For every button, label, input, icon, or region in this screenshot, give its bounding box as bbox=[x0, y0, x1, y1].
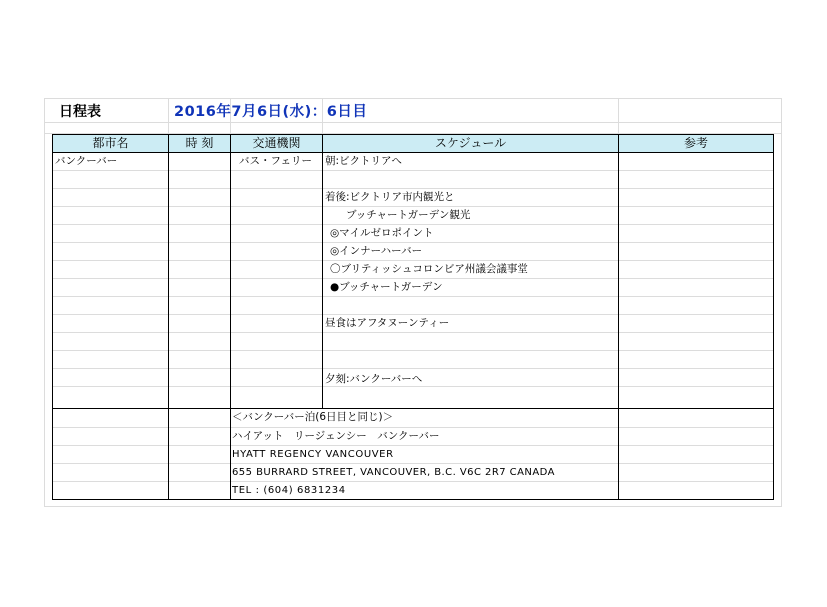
grid-line bbox=[44, 506, 782, 507]
transport-cell: バス・フェリー bbox=[239, 155, 312, 167]
grid-line bbox=[52, 350, 774, 351]
table-border bbox=[52, 499, 774, 500]
grid-line bbox=[44, 98, 45, 507]
grid-line bbox=[618, 98, 619, 134]
page-title: 日程表 bbox=[59, 104, 101, 120]
grid-line bbox=[52, 368, 774, 369]
table-border bbox=[618, 134, 619, 500]
itinerary-date: 2016年7月6日(水)：6日目 bbox=[174, 104, 368, 120]
grid-line bbox=[52, 445, 774, 446]
table-border bbox=[52, 134, 53, 500]
table-border bbox=[773, 134, 774, 500]
table-border bbox=[230, 134, 231, 500]
table-border bbox=[322, 134, 323, 409]
schedule-line: 夕刻:バンクーバーへ bbox=[325, 373, 423, 385]
table-border bbox=[52, 152, 774, 153]
grid-line bbox=[44, 122, 782, 123]
hotel-stay: ＜バンクーバー泊(6日目と同じ)＞ bbox=[232, 411, 394, 423]
hotel-address: 655 BURRARD STREET, VANCOUVER, B.C. V6C 2R7 CANADA bbox=[232, 467, 555, 478]
grid-line bbox=[52, 296, 774, 297]
table-border bbox=[168, 134, 169, 500]
column-header-time: 時 刻 bbox=[185, 136, 214, 150]
grid-line bbox=[781, 98, 782, 507]
column-header-transport: 交通機関 bbox=[252, 136, 301, 150]
hotel-name-jp: ハイアット リージェンシー バンクーバー bbox=[232, 430, 440, 442]
table-border bbox=[52, 408, 774, 409]
schedule-line: ◎マイルゼロポイント bbox=[330, 227, 434, 239]
hotel-tel: TEL : (604) 6831234 bbox=[232, 485, 346, 496]
grid-line bbox=[52, 481, 774, 482]
column-header-schedule: スケジュール bbox=[434, 136, 507, 150]
hotel-name-en: HYATT REGENCY VANCOUVER bbox=[232, 449, 394, 460]
grid-line bbox=[44, 98, 782, 99]
column-header-notes: 参考 bbox=[683, 136, 708, 150]
schedule-line: 朝:ビクトリアへ bbox=[325, 155, 402, 167]
schedule-line: 〇ブリティッシュコロンビア州議会議事堂 bbox=[330, 263, 528, 275]
schedule-line: 着後:ビクトリア市内観光と bbox=[325, 191, 455, 203]
grid-line bbox=[168, 98, 169, 134]
city-cell: バンクーバー bbox=[55, 155, 118, 167]
column-header-city: 都市名 bbox=[92, 136, 129, 150]
schedule-line: ◎インナーハーバー bbox=[330, 245, 423, 257]
schedule-line: 昼食はアフタヌーンティー bbox=[325, 317, 450, 329]
grid-line bbox=[52, 332, 774, 333]
grid-line bbox=[52, 170, 774, 171]
schedule-line: ブッチャートガーデン観光 bbox=[325, 209, 471, 221]
schedule-line: ●ブッチャートガーデン bbox=[330, 281, 443, 293]
